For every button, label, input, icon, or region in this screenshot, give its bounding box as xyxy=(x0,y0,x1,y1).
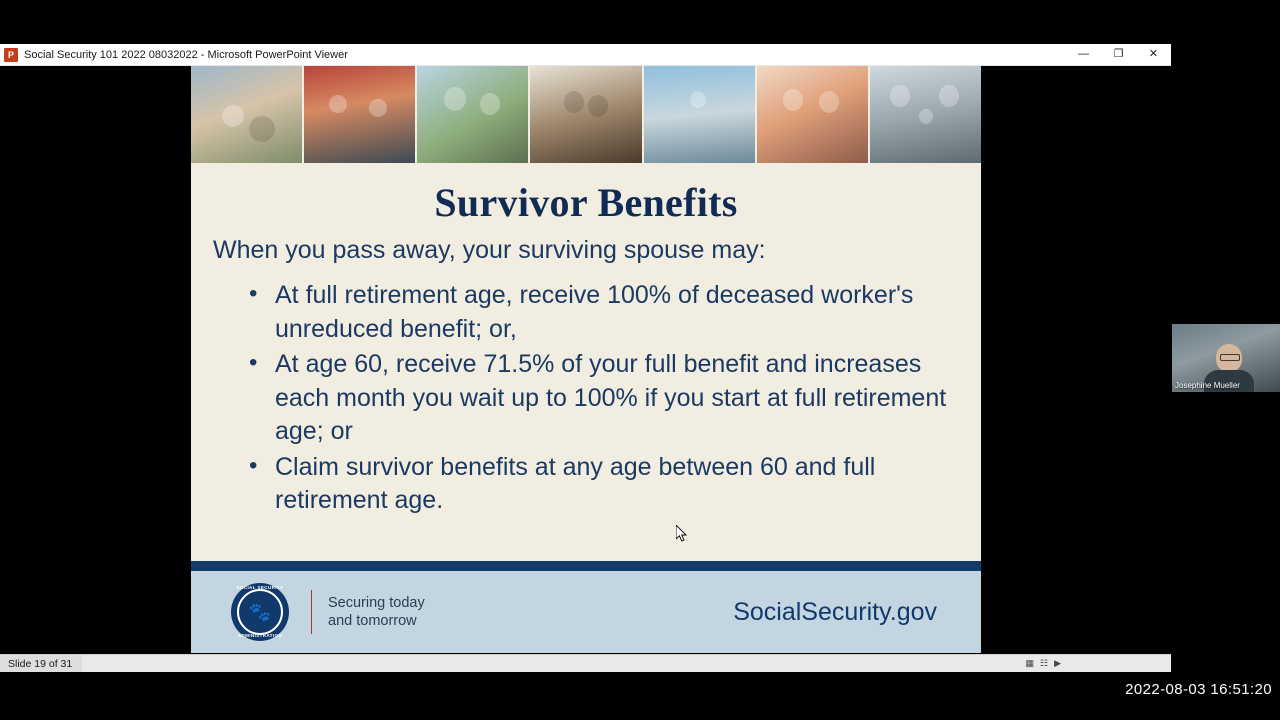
window-titlebar[interactable] xyxy=(0,44,1171,66)
photo-wheelchair-user xyxy=(644,66,757,163)
viewer-body xyxy=(0,66,1171,672)
viewer-statusbar xyxy=(0,654,1171,672)
glasses-icon xyxy=(1220,354,1240,361)
photo-grandparent-child xyxy=(191,66,304,163)
seal-eagle-icon: 🐾 xyxy=(237,589,283,635)
slide-canvas[interactable] xyxy=(191,66,981,653)
bullet-item: • At age 60, receive 71.5% of your full benefit and increases each month you wait up to 100% if you start at full retirement age; or xyxy=(227,348,949,449)
window-title: Social Security 101 2022 08032022 - Microsoft PowerPoint Viewer xyxy=(24,48,348,61)
view-controls xyxy=(1025,659,1171,668)
seal-top-text: SOCIAL SECURITY xyxy=(236,585,284,590)
slide-counter: Slide 19 of 31 xyxy=(0,655,82,672)
window-controls xyxy=(1066,44,1171,65)
powerpoint-viewer-window xyxy=(0,44,1171,672)
powerpoint-icon: P xyxy=(4,48,18,62)
seal-bottom-text: ADMINISTRATION xyxy=(237,633,283,638)
photo-two-seniors xyxy=(757,66,870,163)
bullet-item: • At full retirement age, receive 100% of deceased worker's unreduced benefit; or, xyxy=(227,279,949,346)
slideshow-icon[interactable]: ▶ xyxy=(1054,658,1061,668)
ssa-seal-icon xyxy=(231,583,289,641)
tagline-line-2: and tomorrow xyxy=(328,613,417,629)
participant-name-label: Josephine Mueller xyxy=(1175,381,1240,390)
tagline-line-1: Securing today xyxy=(328,594,425,611)
normal-view-icon[interactable]: ▦ xyxy=(1025,658,1034,668)
slide-lead-text: When you pass away, your surviving spouse may: xyxy=(213,236,766,264)
slide-footer-rule xyxy=(191,561,981,571)
close-button[interactable]: ✕ xyxy=(1148,48,1159,60)
maximize-button[interactable]: ❐ xyxy=(1113,48,1124,60)
slide-title: Survivor Benefits xyxy=(434,180,738,225)
header-photo-strip xyxy=(191,66,981,163)
photo-family-with-baby xyxy=(870,66,981,163)
footer-tagline xyxy=(328,594,425,630)
slide-footer xyxy=(191,571,981,653)
slide-bullet-list xyxy=(213,279,959,518)
footer-divider xyxy=(311,590,312,634)
bullet-item: • Claim survivor benefits at any age between 60 and full retirement age. xyxy=(227,451,949,518)
slide-content xyxy=(191,163,981,518)
photo-two-women xyxy=(304,66,417,163)
photo-couple-outdoors xyxy=(417,66,530,163)
minimize-button[interactable]: — xyxy=(1078,48,1089,60)
recording-timestamp: 2022-08-03 16:51:20 xyxy=(1125,681,1272,698)
footer-website: SocialSecurity.gov xyxy=(733,597,937,626)
photo-couple-embrace xyxy=(530,66,643,163)
slide-sorter-icon[interactable]: ☷ xyxy=(1040,658,1049,668)
webcam-tile[interactable] xyxy=(1172,324,1280,392)
